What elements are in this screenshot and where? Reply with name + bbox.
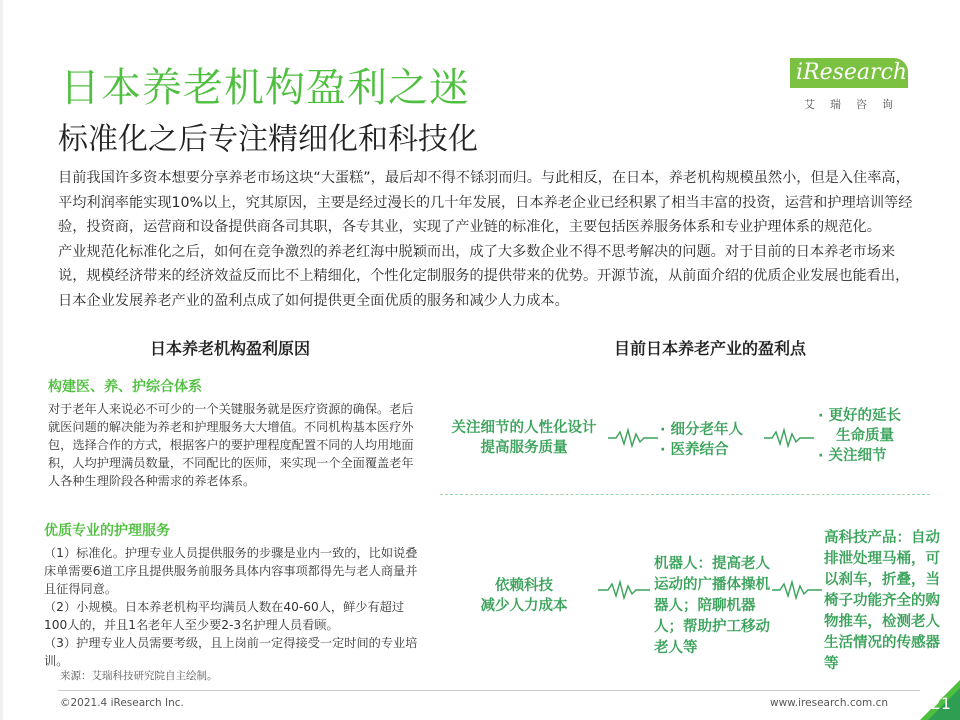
nursing-item-1: （1）标准化。护理专业人员提供服务的步骤是业内一致的，比如说叠床单需要6道工序且提供服务前服务具体内容事项都得先与老人商量并且征得同意。 (44, 546, 418, 596)
logo-wordmark: iResearch (796, 60, 908, 85)
flow-row1-mid (660, 420, 743, 460)
page-subtitle: 标准化之后专注精细化和科技化 (58, 122, 478, 157)
nursing-item-2: （2）小规模。日本养老机构平均满员人数在40-60人，鲜少有超过100人的，并且1名老年人至少要2-3名护理人员看顾。 (44, 600, 405, 632)
wave-connector-icon (598, 578, 650, 602)
right-column-heading: 目前日本养老产业的盈利点 (614, 339, 807, 358)
footer-url: www.iresearch.com.cn (770, 697, 889, 709)
section-nursing-body (44, 544, 418, 670)
flow-row1-right (818, 406, 901, 466)
logo-subtitle: 艾瑞咨询 (804, 98, 908, 111)
intro-paragraph-1: 目前我国许多资本想要分享养老市场这块“大蛋糕”，最后却不得不铩羽而归。与此相反，在日本，养老机构规模虽然小，但是入住率高，平均利润率能实现10%以上，究其原因，主要是经过漫长的几十年发展，日本养老企业已经积累了相当丰富的投资，运营和护理培训等经验，投资商，运营商和设备提供商各司其职，各专其业，实现了产业链的标准化，主要包括医养服务体系和专业护理体系的规范化。 (58, 170, 913, 235)
intro-paragraph-2: 产业规范化标准化之后，如何在竞争激烈的养老红海中脱颖而出，成了大多数企业不得不思考解决的问题。对于目前的日本养老市场来说，规模经济带来的经济效益反而比不上精细化，个性化定制服务的提供带来的优势。开源节流，从前面介绍的优质企业发展也能看出，日本企业发展养老产业的盈利点成了如何提供更全面优质的服务和减少人力成本。 (58, 243, 910, 309)
section-divider (440, 494, 930, 496)
nursing-item-3: （3）护理专业人员需要考级，且上岗前一定得接受一定时间的专业培训。 (44, 636, 418, 668)
flow-row1-left-line1: 关注细节的人性化设计 (451, 420, 597, 436)
flow-row2-left-line1: 依赖科技 (495, 578, 553, 594)
flow-row1-mid-item-1: · 细分老年人 (660, 422, 744, 438)
source-note: 来源：艾瑞科技研究院自主绘制。 (60, 670, 218, 682)
flow-row1-left-line2: 提高服务质量 (480, 440, 568, 456)
flow-row1-right-item-3: · 关注细节 (818, 448, 887, 464)
flow-row2-right: 高科技产品：自动排泄处理马桶，可以刹车，折叠，当椅子功能齐全的购物推车，检测老人生活情况的传感器等 (824, 530, 940, 672)
flow-row1-right-item-2: 生命质量 (836, 428, 894, 444)
page-number: 21 (930, 694, 951, 713)
wave-connector-icon (772, 578, 822, 602)
iresearch-logo (790, 46, 920, 120)
section-nursing-title: 优质专业的护理服务 (44, 523, 170, 539)
section-integrated-system-title: 构建医、养、护综合体系 (48, 379, 202, 395)
footer-rule (58, 690, 920, 691)
flow-row1-mid-item-2: · 医养结合 (660, 442, 729, 458)
left-gutter (0, 0, 3, 720)
flow-row2-mid: 机器人：提高老人运动的广播体操机器人；陪聊机器人；帮助护工移动老人等 (654, 556, 770, 656)
page-title: 日本养老机构盈利之迷 (60, 65, 470, 111)
left-column-heading: 日本养老机构盈利原因 (150, 339, 311, 358)
footer-copyright: ©2021.4 iResearch Inc. (60, 697, 184, 709)
flow-row1-right-item-1: · 更好的延长 (818, 408, 902, 424)
wave-connector-icon (764, 426, 814, 450)
flow-row2-left-line2: 减少人力成本 (480, 598, 568, 614)
wave-connector-icon (608, 426, 658, 450)
flow-row2-left (470, 576, 578, 616)
flow-row1-left (440, 418, 608, 458)
intro-text (58, 166, 918, 313)
section-integrated-system-body: 对于老年人来说必不可少的一个关键服务就是医疗资源的确保。老后就医问题的解决能为养老和护理服务大大增值。不同机构基本医疗外包，选择合作的方式，根据客户的要护理程度配置不同的人均用地面积，人均护理满员数量，不同配比的医师，来实现一个全面覆盖老年人各种生理阶段各种需求的养老体系。 (48, 402, 414, 488)
